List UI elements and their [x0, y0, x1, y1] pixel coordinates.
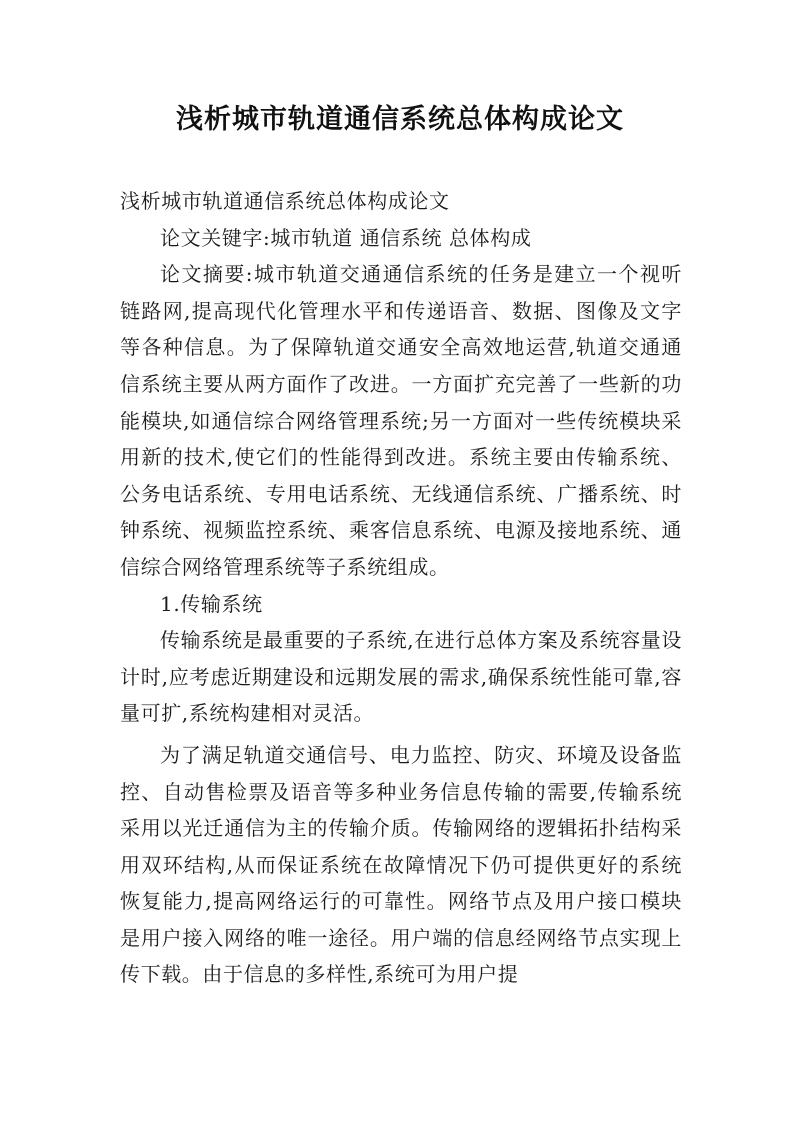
- document-title: 浅析城市轨道通信系统总体构成论文: [176, 104, 624, 135]
- paragraph-subtitle: 浅析城市轨道通信系统总体构成论文: [120, 189, 450, 213]
- paragraph-keywords: 论文关键字:城市轨道 通信系统 总体构成: [160, 225, 532, 250]
- paragraph-transmission-intro: 传输系统是最重要的子系统,在进行总体方案及系统容量设计时,应考虑近期建设和远期发展的需求,确保系统性能可靠,容量可扩,系统构建相对灵活。: [120, 628, 682, 726]
- document-body: [120, 183, 682, 993]
- paragraph-abstract: 论文摘要:城市轨道交通通信系统的任务是建立一个视听链路网,提高现代化管理水平和传递语音、数据、图像及文字等各种信息。为了保障轨道交通安全高效地运营,轨道交通通信系统主要从两方面作了改进。一方面扩充完善了一些新的功能模块,如通信综合网络管理系统;另一方面对一些传统模块采用新的技术,使它们的性能得到改进。系统主要由传输系统、公务电话系统、专用电话系统、无线通信系统、广播系统、时钟系统、视频监控系统、乘客信息系统、电源及接地系统、通信综合网络管理系统等子系统组成。: [120, 262, 682, 579]
- section-heading-transmission: 1.传输系统: [160, 591, 263, 616]
- paragraph-transmission-detail: 为了满足轨道交通信号、电力监控、防灾、环境及设备监控、自动售检票及语音等多种业务信息传输的需要,传输系统采用以光迁通信为主的传输介质。传输网络的逻辑拓扑结构采用双环结构,从而保证系统在故障情况下仍可提供更好的系统恢复能力,提高网络运行的可靠性。网络节点及用户接口模块是用户接入网络的唯一途径。用户端的信息经网络节点实现上传下载。由于信息的多样性,系统可为用户提: [120, 742, 682, 987]
